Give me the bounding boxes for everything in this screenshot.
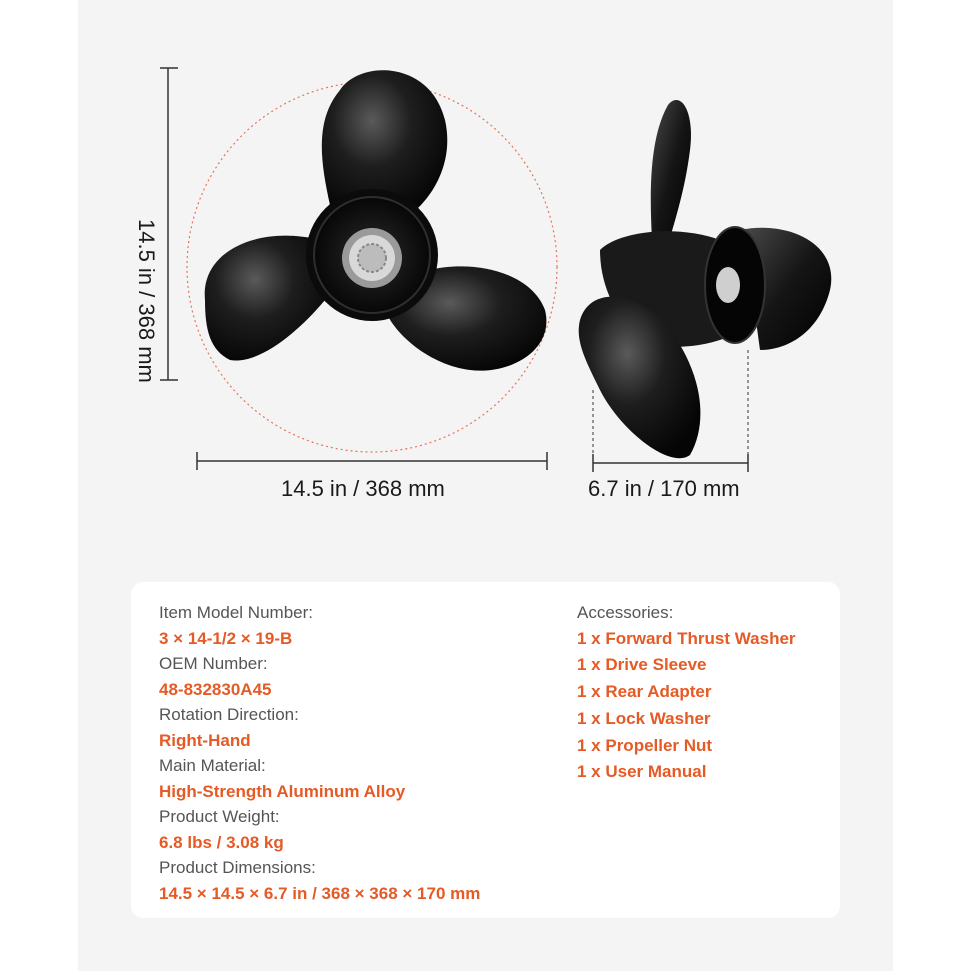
accessory-item: 1 x User Manual [577,762,707,782]
product-dimensions-value: 14.5 × 14.5 × 6.7 in / 368 × 368 × 170 mm [159,883,481,903]
main-material-value: High-Strength Aluminum Alloy [159,781,406,801]
product-weight-label: Product Weight: [159,807,280,826]
model-number-label: Item Model Number: [159,603,313,622]
rotation-direction-value: Right-Hand [159,730,251,750]
propeller-side-view [579,100,832,458]
width-dimension-line [197,452,547,470]
accessories-column [577,600,796,786]
oem-number-label: OEM Number: [159,654,268,673]
accessory-item: 1 x Lock Washer [577,708,711,728]
height-dimension-label [133,219,159,259]
height-dimension-line [160,68,178,380]
width-dimension-label: 14.5 in / 368 mm [281,476,445,501]
accessory-item: 1 x Rear Adapter [577,682,712,702]
accessory-item: 1 x Forward Thrust Washer [577,628,796,648]
accessories-label: Accessories: [577,603,674,622]
specs-column [159,600,480,906]
main-material-label: Main Material: [159,756,266,775]
depth-dimension-label: 6.7 in / 170 mm [588,476,740,501]
oem-number-value: 48-832830A45 [159,679,272,699]
product-weight-value: 6.8 lbs / 3.08 kg [159,832,284,852]
specifications-card [131,582,840,918]
accessory-item: 1 x Propeller Nut [577,735,713,755]
propeller-front-view [205,70,547,370]
model-number-value: 3 × 14-1/2 × 19-B [159,628,293,648]
product-dimensions-label: Product Dimensions: [159,858,316,877]
rotation-direction-label: Rotation Direction: [159,705,299,724]
accessory-item: 1 x Drive Sleeve [577,655,707,675]
